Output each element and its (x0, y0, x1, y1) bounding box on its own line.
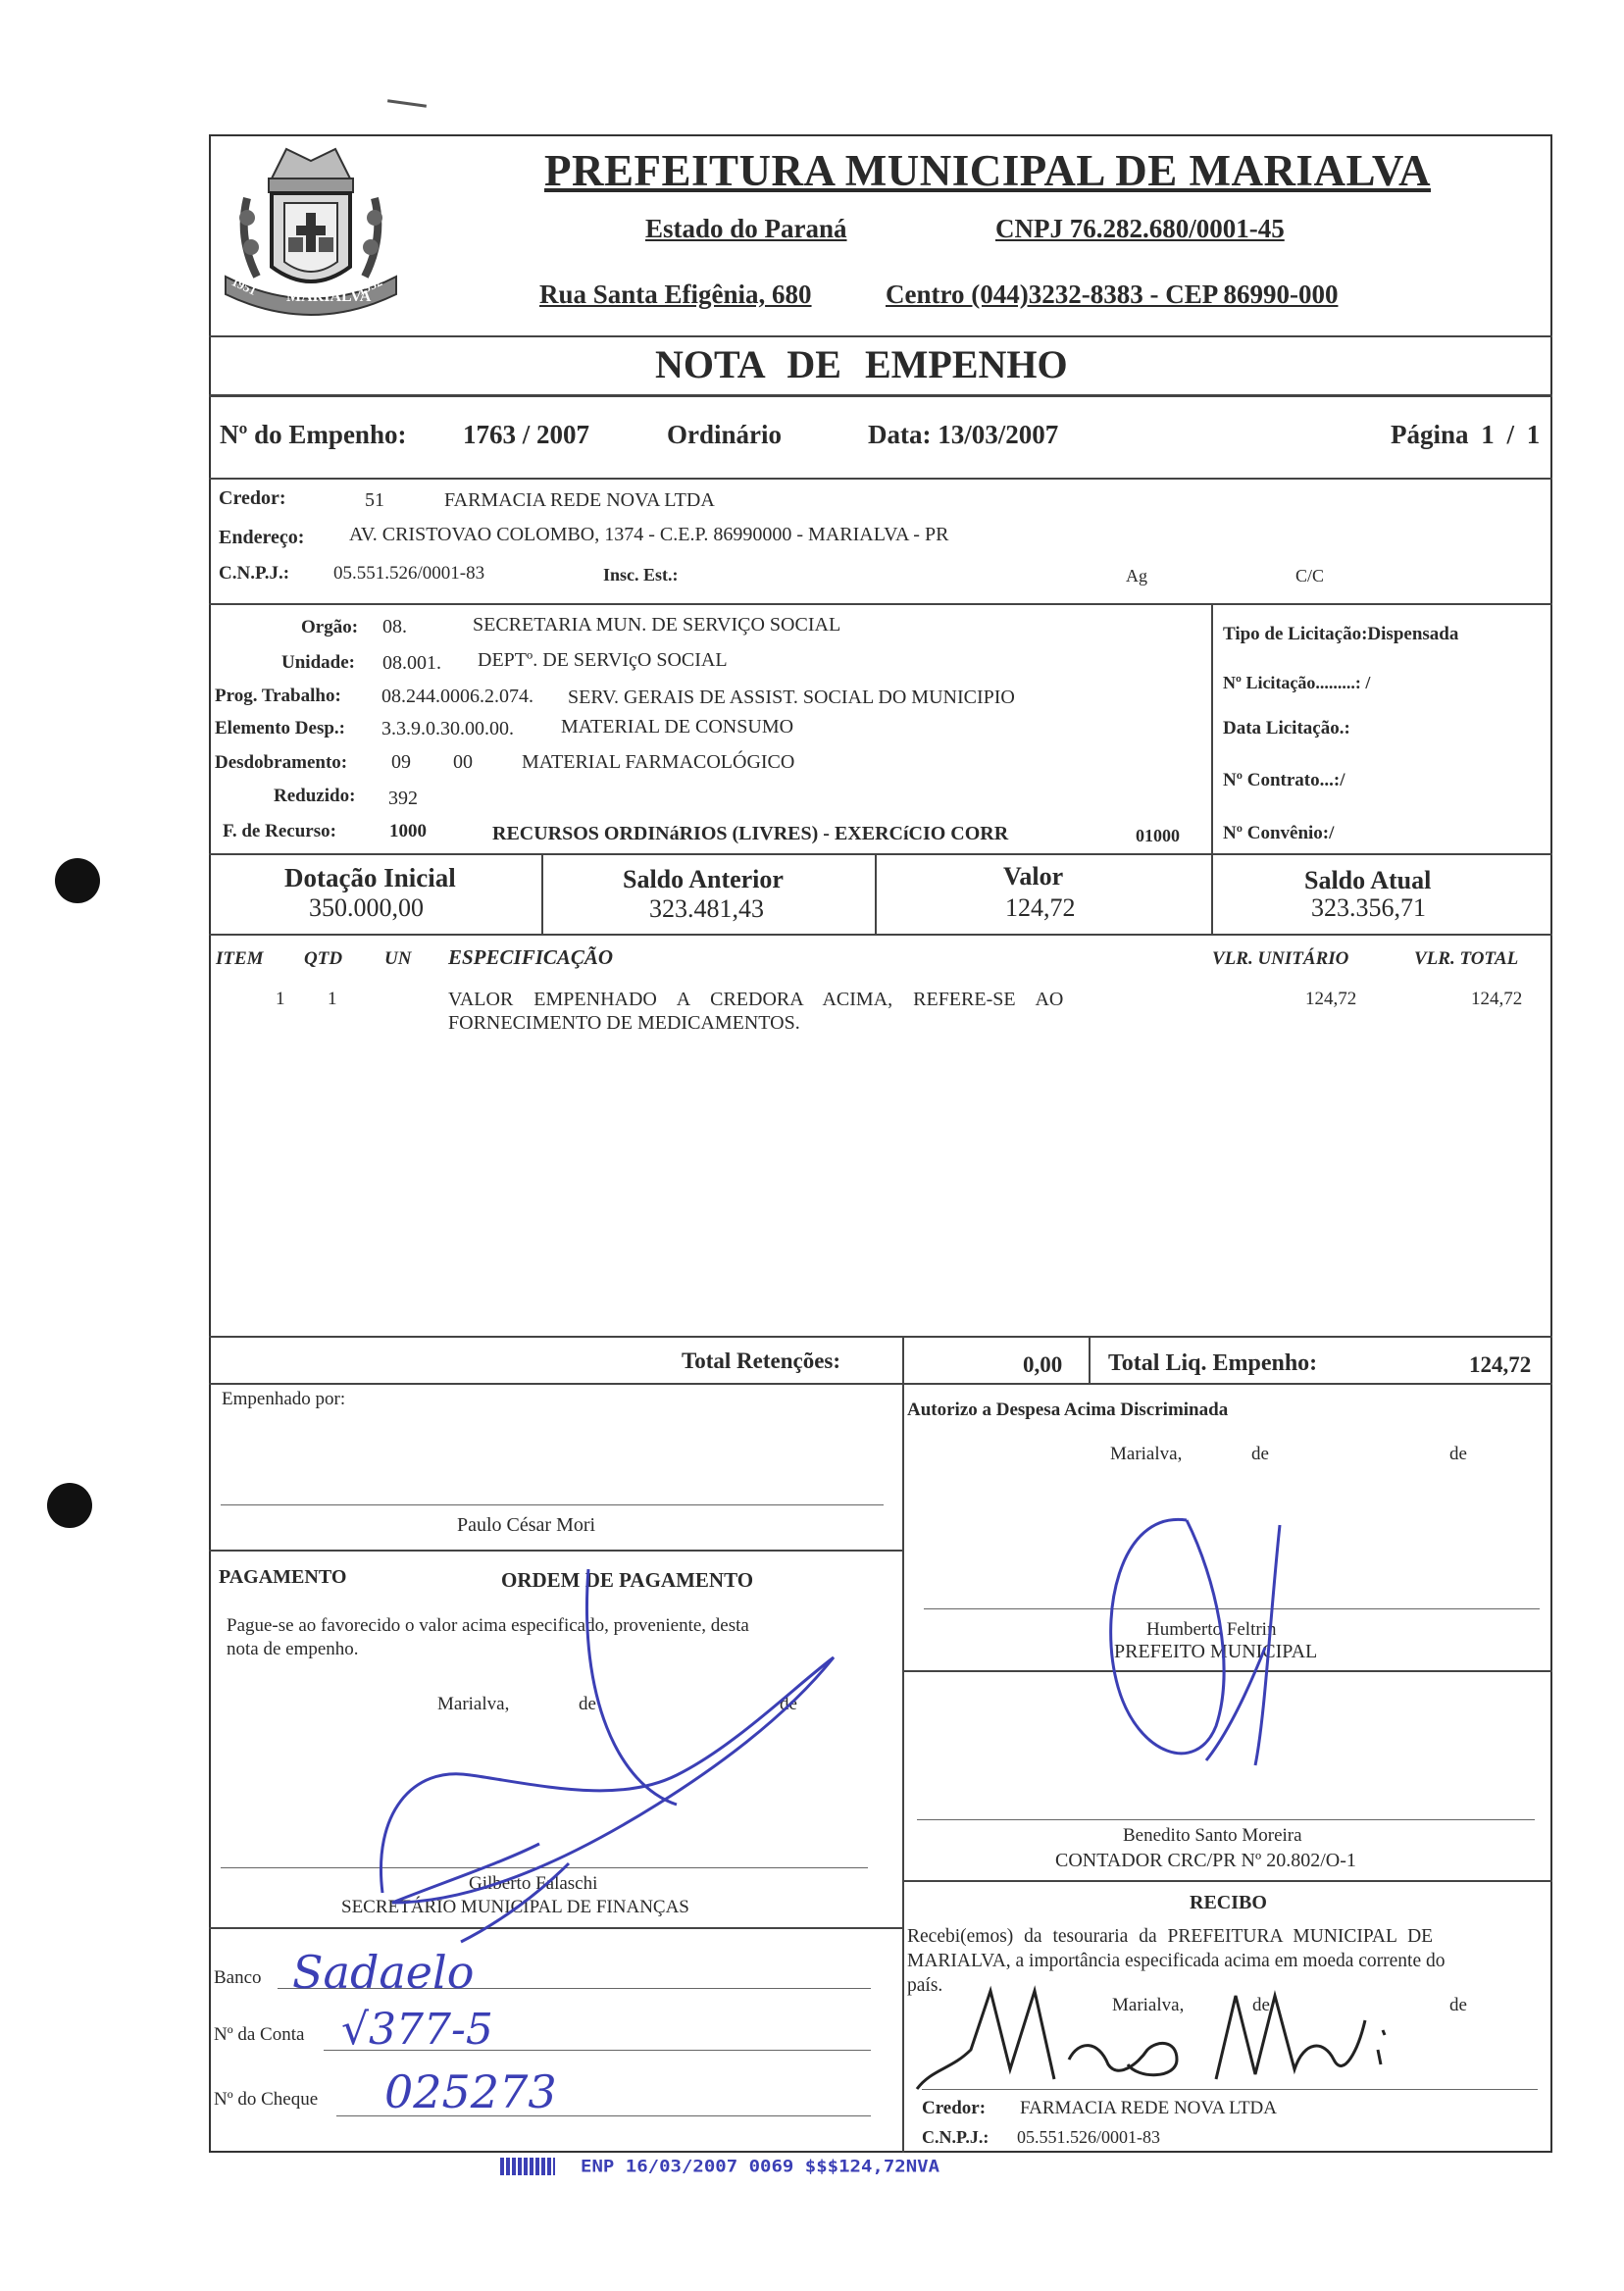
cc-label: C/C (1295, 566, 1325, 585)
divider (209, 478, 1552, 480)
row-item: 1 (276, 989, 285, 1009)
prog-code: 08.244.0006.2.074. (381, 686, 533, 707)
banco-label: Banco (214, 1967, 262, 1988)
page-title: PREFEITURA MUNICIPAL DE MARIALVA (544, 146, 1432, 195)
reduzido-label: Reduzido: (274, 786, 356, 806)
prog-label: Prog. Trabalho: (215, 686, 341, 706)
divider (1089, 1336, 1091, 1384)
retencoes-value: 0,00 (1023, 1352, 1063, 1377)
prefeito-title: PREFEITO MUNICIPAL (1114, 1641, 1318, 1662)
secretario-name: Gilberto Falaschi (469, 1873, 598, 1894)
insc-label: Insc. Est.: (603, 565, 679, 585)
signature-secretario (363, 1550, 853, 1961)
recibo-label: RECIBO (1190, 1892, 1267, 1913)
saldo-anterior-label: Saldo Anterior (623, 865, 784, 893)
orgao-label: Orgão: (301, 617, 359, 637)
empenho-label: Nº do Empenho: (220, 420, 407, 449)
credor-name: FARMACIA REDE NOVA LTDA (444, 489, 715, 511)
punch-hole-top (55, 858, 100, 903)
reduzido-value: 392 (388, 788, 418, 809)
divider (875, 853, 877, 934)
contador-name: Benedito Santo Moreira (1123, 1825, 1302, 1846)
pagamento-place: Marialva, (437, 1694, 510, 1714)
prog-desc: SERV. GERAIS DE ASSIST. SOCIAL DO MUNICIPIO (568, 687, 1015, 708)
credor-label: Credor: (219, 487, 286, 509)
endereco-label: Endereço: (219, 527, 305, 548)
signature-prefeito (1079, 1501, 1314, 1795)
recibo-text-line2: MARIALVA, a importância especificada acima em moeda corrente do (907, 1951, 1446, 1971)
conta-label: Nº da Conta (214, 2024, 305, 2045)
n-contrato: Nº Contrato...:/ (1223, 770, 1345, 790)
header-contact: Centro (044)3232-8383 - CEP 86990-000 (886, 280, 1339, 309)
signature-line (221, 1504, 884, 1505)
cheque-label: Nº do Cheque (214, 2089, 319, 2110)
dotacao-inicial-label: Dotação Inicial (284, 863, 456, 892)
prefeito-name: Humberto Feltrin (1146, 1619, 1277, 1640)
autorizo-label: Autorizo a Despesa Acima Discriminada (907, 1400, 1229, 1420)
recurso-code2: 01000 (1136, 826, 1180, 845)
divider (1211, 603, 1213, 853)
empenho-date: Data: 13/03/2007 (868, 420, 1059, 449)
divider (209, 1336, 1552, 1338)
recurso-code: 1000 (389, 821, 427, 841)
autorizo-place: Marialva, (1110, 1444, 1183, 1464)
recibo-text-line3: país. (907, 1975, 943, 1996)
col-item-header: ITEM (216, 948, 264, 969)
signature-line (917, 1819, 1535, 1820)
seal-banner-text: MARIALVA (286, 288, 372, 305)
n-convenio: Nº Convênio:/ (1223, 823, 1335, 843)
divider (209, 394, 1552, 397)
recibo-cnpj-value: 05.551.526/0001-83 (1017, 2127, 1160, 2147)
desdobramento-label: Desdobramento: (215, 752, 348, 773)
unidade-desc: DEPTº. DE SERVIçO SOCIAL (478, 649, 728, 671)
divider (209, 603, 1552, 605)
seal-year-right: 1952 (355, 274, 384, 298)
row-desc-line1: VALOR EMPENHADO A CREDORA ACIMA, REFERE-SE AO (448, 989, 1064, 1010)
recibo-de2: de (1449, 1995, 1467, 2015)
divider (209, 934, 1552, 936)
header-address: Rua Santa Efigênia, 680 (539, 280, 812, 309)
divider (902, 1880, 1552, 1882)
cheque-handwritten: 025273 (384, 2065, 557, 2118)
elemento-code: 3.3.9.0.30.00.00. (381, 718, 514, 739)
divider (541, 853, 543, 934)
liq-label: Total Liq. Empenho: (1108, 1350, 1318, 1376)
recibo-credor-label: Credor: (922, 2098, 987, 2118)
empenho-number: 1763 / 2007 (463, 420, 590, 449)
pagamento-de2: de (780, 1694, 797, 1714)
conta-handwritten: √377-5 (341, 2005, 493, 2055)
saldo-anterior-value: 323.481,43 (649, 894, 764, 923)
divider (209, 1383, 1552, 1385)
header-cnpj: CNPJ 76.282.680/0001-45 (995, 214, 1285, 243)
pagamento-label: PAGAMENTO (219, 1566, 347, 1588)
valor-label: Valor (1003, 862, 1064, 891)
empenhado-name: Paulo César Mori (457, 1514, 596, 1536)
col-vlr-unitario-header: VLR. UNITÁRIO (1212, 948, 1349, 969)
recurso-label: F. de Recurso: (223, 821, 336, 841)
tipo-licitacao: Tipo de Licitação:Dispensada (1223, 624, 1459, 644)
endereco-value: AV. CRISTOVAO COLOMBO, 1374 - C.E.P. 86990000 - MARIALVA - PR (349, 524, 949, 545)
row-desc-line2: FORNECIMENTO DE MEDICAMENTOS. (448, 1012, 800, 1034)
col-qtd-header: QTD (304, 948, 343, 969)
seal-year-left: 1951 (229, 274, 259, 298)
n-licitacao: Nº Licitação.........: / (1223, 673, 1371, 692)
divider (209, 853, 1552, 855)
retencoes-label: Total Retenções: (682, 1349, 841, 1373)
secretario-title: SECRETÁRIO MUNICIPAL DE FINANÇAS (341, 1897, 689, 1917)
divider (209, 335, 1552, 337)
punch-hole-bottom (47, 1483, 92, 1528)
col-vlr-total-header: VLR. TOTAL (1414, 948, 1519, 969)
empenho-type: Ordinário (667, 420, 783, 449)
row-qtd: 1 (328, 989, 337, 1009)
cnpj-label: C.N.P.J.: (219, 563, 290, 584)
autorizo-de2: de (1449, 1444, 1467, 1464)
recurso-desc: RECURSOS ORDINáRIOS (LIVRES) - EXERCíCIO CORR (492, 823, 1009, 844)
recibo-place: Marialva, (1112, 1995, 1185, 2015)
row-vlr-unitario: 124,72 (1305, 989, 1357, 1009)
page-number: Página 1 / 1 (1391, 420, 1541, 449)
divider (902, 1336, 904, 2153)
ordem-pagamento: ORDEM DE PAGAMENTO (501, 1568, 754, 1592)
empenhado-label: Empenhado por: (222, 1389, 346, 1409)
recibo-de1: de (1252, 1995, 1270, 2015)
pagamento-de1: de (579, 1694, 596, 1714)
orgao-code: 08. (382, 616, 407, 637)
elemento-desc: MATERIAL DE CONSUMO (561, 716, 794, 738)
orgao-desc: SECRETARIA MUN. DE SERVIÇO SOCIAL (473, 614, 841, 636)
dotacao-inicial-value: 350.000,00 (309, 893, 424, 922)
credor-code: 51 (365, 489, 384, 511)
desdobramento-desc: MATERIAL FARMACOLÓGICO (522, 751, 795, 773)
autorizo-de1: de (1251, 1444, 1269, 1464)
unidade-code: 08.001. (382, 652, 441, 674)
ag-label: Ag (1126, 566, 1147, 585)
document-title: NOTA DE EMPENHO (655, 342, 1068, 386)
recibo-credor-value: FARMACIA REDE NOVA LTDA (1020, 2098, 1277, 2118)
elemento-label: Elemento Desp.: (215, 718, 345, 738)
recibo-cnpj-label: C.N.P.J.: (922, 2127, 990, 2147)
data-licitacao: Data Licitação.: (1223, 718, 1350, 738)
stamp-barcode (500, 2158, 555, 2175)
municipal-seal (218, 139, 404, 326)
divider (1211, 853, 1213, 934)
saldo-atual-value: 323.356,71 (1311, 893, 1426, 922)
state-name: Estado do Paraná (645, 214, 847, 243)
pagamento-text-line2: nota de empenho. (227, 1639, 359, 1659)
recibo-text-line1: Recebi(emos) da tesouraria da PREFEITURA MUNICIPAL DE (907, 1926, 1434, 1947)
scan-mark (387, 99, 427, 108)
signature-credor (912, 1971, 1402, 2109)
cnpj-value: 05.551.526/0001-83 (333, 563, 485, 584)
row-vlr-total: 124,72 (1471, 989, 1523, 1009)
pagamento-text-line1: Pague-se ao favorecido o valor acima especificado, proveniente, desta (227, 1615, 749, 1636)
col-un-header: UN (384, 948, 412, 969)
liq-value: 124,72 (1469, 1352, 1532, 1377)
col-especificacao-header: ESPECIFICAÇÃO (448, 945, 614, 969)
desdobramento-code1: 09 (391, 751, 411, 773)
desdobramento-code2: 00 (453, 751, 473, 773)
saldo-atual-label: Saldo Atual (1304, 866, 1432, 894)
unidade-label: Unidade: (281, 652, 355, 673)
valor-value: 124,72 (1005, 893, 1076, 922)
banco-handwritten: Sadaelo (292, 1946, 475, 1999)
stamp-text: ENP 16/03/2007 0069 $$$124,72NVA (581, 2157, 940, 2176)
contador-title: CONTADOR CRC/PR Nº 20.802/O-1 (1055, 1850, 1356, 1871)
